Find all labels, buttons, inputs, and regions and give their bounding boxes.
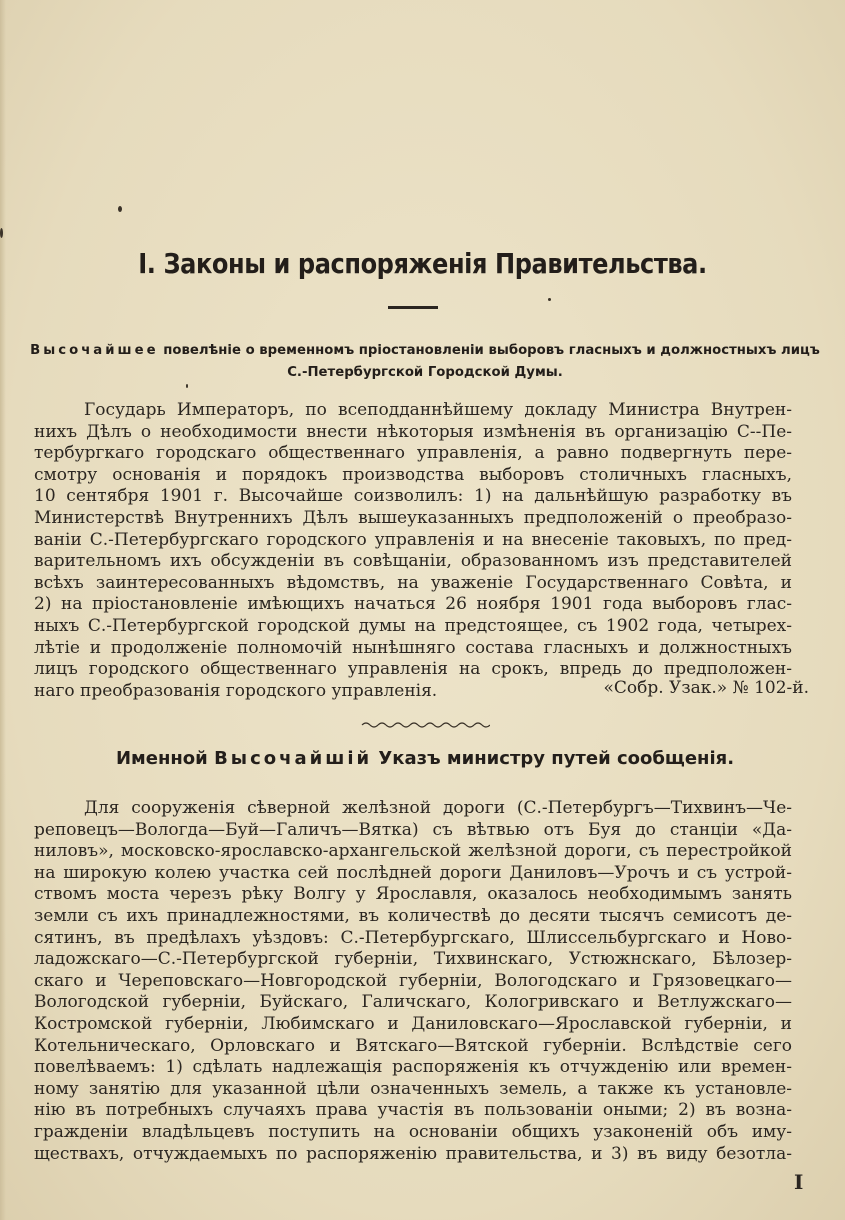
wavy-divider bbox=[360, 720, 490, 730]
article2-line: ладожскаго—С.-Петербургской губерніи, Тихвинскаго, Устюжнскаго, Бѣлозер- bbox=[34, 949, 792, 970]
article1-line: лицъ городского общественнаго управленія на срокъ, впредь до предположен- bbox=[34, 659, 792, 680]
article2-line: реповецъ—Вологда—Буй—Галичъ—Вятка) съ вѣтвью отъ Буя до станціи «Да- bbox=[34, 819, 792, 840]
article1-heading bbox=[30, 340, 820, 384]
article1-line: Государь Императоръ, по всеподданнѣйшему докладу Министра Внутрен- bbox=[84, 400, 792, 420]
article2-line: Для сооруженія сѣверной желѣзной дороги (С.-Петербургъ—Тихвинъ—Че- bbox=[84, 798, 792, 818]
article1-heading-line1: повелѣніе о временномъ пріостановленіи выборовъ гласныхъ и должностныхъ лицъ bbox=[158, 343, 820, 358]
article1-line: ваніи С.-Петербургскаго городского управленія и на внесеніе таковыхъ, по пред- bbox=[34, 529, 792, 550]
article1-line: варительномъ ихъ обсужденіи въ совѣщаніи, образованномъ изъ представителей bbox=[34, 551, 792, 572]
article1-line: наго преобразованія городского управленія. bbox=[34, 680, 438, 701]
article1-line: смотру основанія и порядокъ производства выборовъ столичныхъ гласныхъ, bbox=[34, 464, 792, 485]
article1-line: тербургкаго городскаго общественнаго управленія, а равно подвергнуть пере- bbox=[34, 443, 792, 464]
article1-line: 10 сентября 1901 г. Высочайше соизволилъ: 1) на дальнѣйшую разработку въ bbox=[34, 486, 792, 507]
article2-line: гражденіи владѣльцевъ поступить на основаніи общихъ узаконеній объ иму- bbox=[34, 1121, 792, 1142]
article2-line: на широкую колею участка сей послѣдней дороги Даниловъ—Урочъ и съ устрой- bbox=[34, 862, 792, 883]
title-rule bbox=[388, 306, 438, 309]
ink-speck bbox=[548, 298, 551, 301]
article1-line: Министерствѣ Внутреннихъ Дѣлъ вышеуказанныхъ предположеній о преобразо- bbox=[34, 507, 792, 528]
article2-line: ниловъ», московско-ярославско-архангельской желѣзной дороги, съ перестройкой bbox=[34, 841, 792, 862]
ink-speck bbox=[0, 228, 3, 238]
ink-speck bbox=[186, 384, 188, 388]
article2-line: земли съ ихъ принадлежностями, въ количествѣ до десяти тысячъ семисотъ де- bbox=[34, 905, 792, 926]
article2-line: ствомъ моста черезъ рѣку Волгу у Ярославля, оказалось необходимымъ занять bbox=[34, 884, 792, 905]
page-edge-shadow bbox=[0, 0, 6, 1220]
article2-heading bbox=[30, 748, 820, 770]
article1-line: нихъ Дѣлъ о необходимости внести нѣкоторыя измѣненія въ организацію С--Пе- bbox=[34, 421, 792, 442]
article1-heading-line2: С.-Петербургской Городской Думы. bbox=[287, 365, 563, 380]
article1-line: всѣхъ заинтересованныхъ вѣдомствъ, на уваженіе Государственнаго Совѣта, и bbox=[34, 572, 792, 593]
article2-line: повелѣваемъ: 1) сдѣлать надлежащія распоряженія къ отчужденію или времен- bbox=[34, 1057, 792, 1078]
article2-line: Вологодской губерніи, Буйскаго, Галичскаго, Кологривскаго и Ветлужскаго— bbox=[34, 992, 792, 1013]
article2-line: ществахъ, отчуждаемыхъ по распоряженію правительства, и 3) въ виду безотла- bbox=[34, 1143, 792, 1164]
article2-line: ному занятію для указанной цѣли означенныхъ земель, а также къ установле- bbox=[34, 1078, 792, 1099]
article1-line: лѣтіе и продолженіе полномочій нынѣшняго состава гласныхъ и должностныхъ bbox=[34, 637, 792, 658]
article1-line: 2) на пріостановленіе имѣющихъ начаться 26 ноября 1901 года выборовъ глас- bbox=[34, 594, 792, 615]
article2-heading-rest: Указъ министру путей сообщенія. bbox=[372, 748, 735, 769]
ink-speck bbox=[118, 206, 122, 212]
article2-line: Котельническаго, Орловскаго и Вятскаго—Вятской губерніи. Вслѣдствіе сего bbox=[34, 1035, 792, 1056]
article2-line: скаго и Череповскаго—Новгородской губерніи, Вологодскаго и Грязовецкаго— bbox=[34, 970, 792, 991]
article1-source: «Собр. Узак.» № 102-й. bbox=[603, 678, 809, 698]
article2-line: нію въ потребныхъ случаяхъ права участія въ пользованіи оными; 2) въ возна- bbox=[34, 1100, 792, 1121]
article2-line: Костромской губерніи, Любимскаго и Даниловскаго—Ярославской губерніи, и bbox=[34, 1013, 792, 1034]
article1-heading-spaced-word: Высочайшее bbox=[30, 343, 159, 358]
article2-body bbox=[34, 798, 792, 1165]
article2-heading-spaced-word: Высочайшій bbox=[214, 748, 373, 769]
article1-body bbox=[34, 400, 792, 702]
article2-heading-word1: Именной bbox=[115, 748, 208, 769]
article2-line: сятинъ, въ предѣлахъ уѣздовъ: С.-Петербургскаго, Шлиссельбургскаго и Ново- bbox=[34, 927, 792, 948]
section-title: I. Законы и распоряженія Правительства. bbox=[138, 247, 707, 280]
article1-line: ныхъ С.-Петербургской городской думы на предстоящее, съ 1902 года, четырех- bbox=[34, 615, 792, 636]
page-number: I bbox=[794, 1170, 804, 1194]
